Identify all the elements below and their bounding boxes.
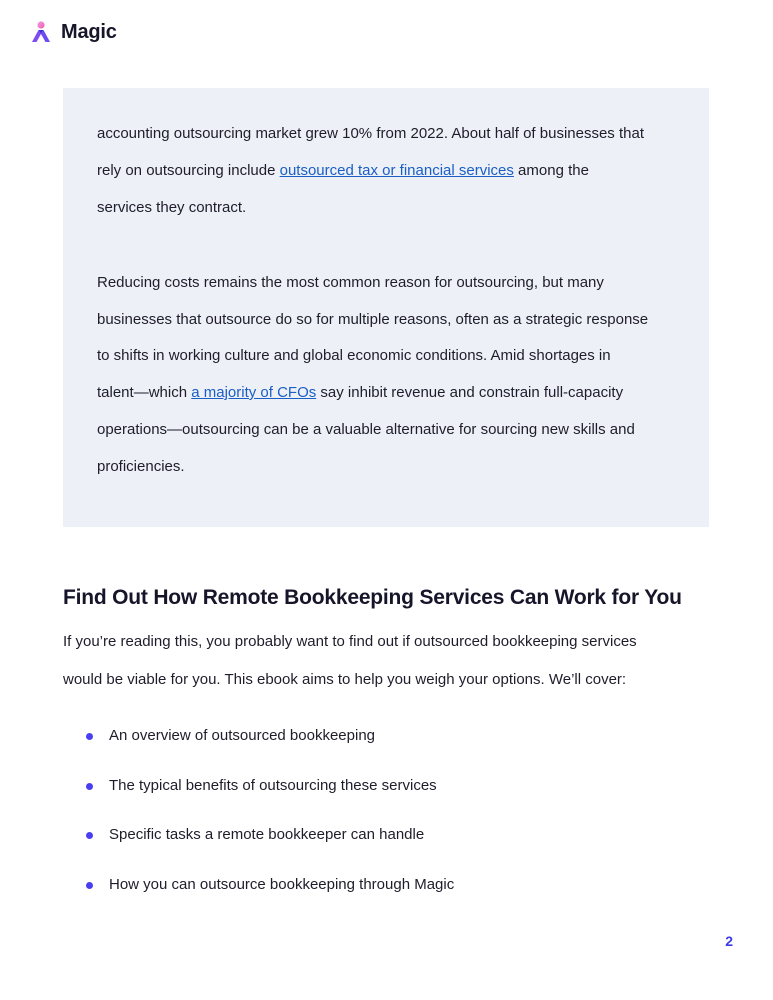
list-item [86, 776, 437, 796]
list-item-text: An overview of outsourced bookkeeping [109, 727, 376, 744]
callout-line [97, 161, 589, 181]
callout-line: Reducing costs remains the most common reason for outsourcing, but many [97, 274, 604, 291]
brand-name: Magic [61, 20, 117, 43]
callout-text: among the [513, 162, 589, 179]
callout-line: to shifts in working culture and global economic conditions. Amid shortages in [97, 347, 611, 364]
callout-line: accounting outsourcing market grew 10% from 2022. About half of businesses that [97, 125, 644, 142]
magic-logo-icon [30, 20, 52, 44]
callout-line: businesses that outsource do so for multiple reasons, often as a strategic response [97, 311, 649, 328]
list-item-text: Specific tasks a remote bookkeeper can handle [109, 826, 425, 843]
callout-line: proficiencies. [97, 458, 185, 475]
callout-text: rely on outsourcing include [97, 162, 280, 179]
callout-text: say inhibit revenue and constrain full-capacity [316, 384, 624, 401]
callout-box [63, 88, 709, 527]
outsourced-tax-services-link[interactable]: outsourced tax or financial services [279, 162, 514, 179]
bullet-dot-icon [86, 882, 93, 889]
bullet-dot-icon [86, 783, 93, 790]
brand-header [30, 20, 117, 44]
callout-line [97, 383, 623, 403]
list-item [86, 875, 454, 895]
list-item-text: How you can outsource bookkeeping through Magic [109, 876, 455, 893]
list-item [86, 825, 424, 845]
majority-of-cfos-link[interactable]: a majority of CFOs [191, 384, 317, 401]
section-heading: Find Out How Remote Bookkeeping Services Can Work for You [63, 586, 682, 609]
callout-line: services they contract. [97, 199, 247, 216]
callout-line: operations—outsourcing can be a valuable alternative for sourcing new skills and [97, 421, 635, 438]
intro-line: If you’re reading this, you probably want to find out if outsourced bookkeeping services [63, 633, 637, 650]
list-item [86, 726, 375, 746]
callout-text: talent—which [97, 384, 192, 401]
list-item-text: The typical benefits of outsourcing these services [109, 777, 437, 794]
intro-line: would be viable for you. This ebook aims to help you weigh your options. We’ll cover: [63, 671, 627, 688]
page-number: 2 [725, 933, 733, 949]
bullet-dot-icon [86, 733, 93, 740]
bullet-dot-icon [86, 832, 93, 839]
